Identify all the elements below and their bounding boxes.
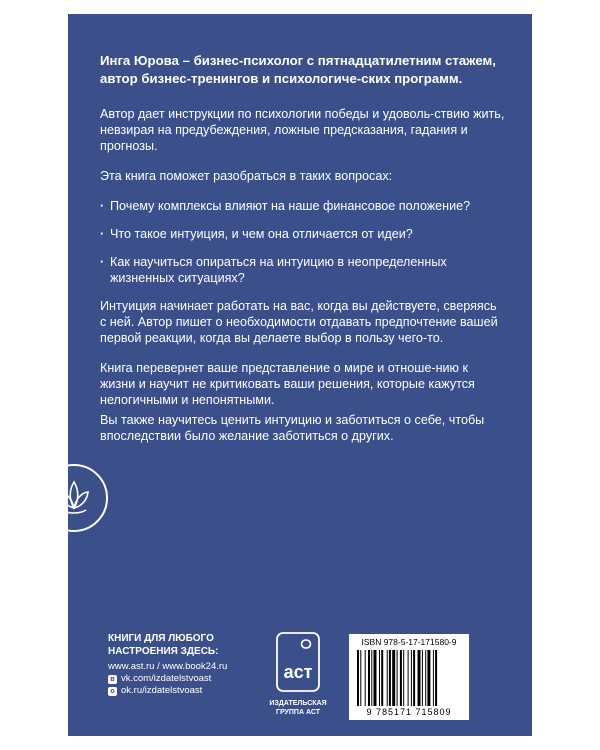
barcode-bar xyxy=(357,650,359,706)
barcode-bar xyxy=(360,650,361,706)
care-paragraph: Вы также научитесь ценить интуицию и заботиться о себе, чтобы впоследствии было желание заботиться о других. xyxy=(100,413,485,443)
ast-logo-text: аст xyxy=(283,662,313,682)
barcode-bar xyxy=(397,650,398,706)
question-item: · Что такое интуиция, и чем она отличается от идеи? xyxy=(100,226,506,242)
barcode-bar xyxy=(433,650,434,706)
barcode-bar xyxy=(400,650,402,706)
barcode-bar xyxy=(371,650,372,706)
barcode-bar xyxy=(418,650,421,706)
barcode-bar xyxy=(374,650,377,706)
barcode-bar xyxy=(425,650,426,706)
barcode-digits: 9 785171 715809 xyxy=(366,707,452,717)
publisher-name: ИЗДАТЕЛЬСКАЯ ГРУППА АСТ xyxy=(269,700,327,716)
ok-link: ok.ru/izdatelstvoast xyxy=(121,685,203,696)
worldview-paragraph: Книга перевернет ваше представление о мире и отноше-нию к жизни и научит не критиковать ваши решения, которые кажутся нелогичными и непонятными. xyxy=(100,361,475,407)
isbn-number: ISBN 978-5-17-171580-9 xyxy=(361,637,457,647)
intro-paragraph: Автор дает инструкции по психологии победы и удоволь-ствию жить, невзирая на предубеждения, ложные предсказания, гадания и прогнозы. xyxy=(100,107,505,153)
barcode-bar xyxy=(368,650,370,706)
lotus-emblem-icon xyxy=(68,462,110,534)
ok-icon: о xyxy=(108,687,117,696)
cover-text xyxy=(100,52,506,458)
questions-list xyxy=(100,198,506,286)
book-back-cover xyxy=(68,14,532,736)
ast-logo-icon xyxy=(276,632,320,692)
barcode-bar xyxy=(389,650,391,706)
barcode-bar xyxy=(411,650,412,706)
barcode-bar xyxy=(403,650,404,706)
author-bio: Инга Юрова – бизнес-психолог с пятнадцатилетним стажем, автор бизнес-тренингов и психологиче-ских программ. xyxy=(100,53,496,86)
barcode-bar xyxy=(381,650,383,706)
barcode-bar xyxy=(413,650,415,706)
barcode-bar xyxy=(365,650,366,706)
isbn-barcode xyxy=(349,634,469,720)
questions-lead: Эта книга поможет разобраться в таких вопросах: xyxy=(100,169,393,183)
ok-row xyxy=(108,685,268,697)
intuition-paragraph: Интуиция начинает работать на вас, когда вы действуете, сверяясь с ней. Автор пишет о необходимости отдавать предпочтение вашей первой реакции, когда вы делаете выбор в пользу чего-то. xyxy=(100,299,498,345)
vk-row xyxy=(108,673,268,685)
barcode-bar xyxy=(408,650,409,706)
promo-block xyxy=(108,632,268,697)
vk-icon: в xyxy=(108,675,117,684)
publisher-logo xyxy=(258,632,338,722)
website-links: www.ast.ru / www.book24.ru xyxy=(108,661,228,672)
barcode-bar xyxy=(392,650,395,706)
barcode-bar xyxy=(422,650,423,706)
question-item: · Как научиться опираться на интуицию в неопределенных жизненных ситуациях? xyxy=(100,254,506,286)
question-item: · Почему комплексы влияют на наше финансовое положение? xyxy=(100,198,506,214)
barcode-bar xyxy=(387,650,388,706)
barcode-bar xyxy=(435,650,437,706)
promo-heading: КНИГИ ДЛЯ ЛЮБОГО НАСТРОЕНИЯ ЗДЕСЬ: xyxy=(108,633,219,657)
cover-footer xyxy=(108,632,508,732)
barcode-bar xyxy=(427,650,430,706)
barcode-bar xyxy=(379,650,380,706)
vk-link: vk.com/izdatelstvoast xyxy=(121,673,212,684)
barcode-icon xyxy=(357,650,461,706)
